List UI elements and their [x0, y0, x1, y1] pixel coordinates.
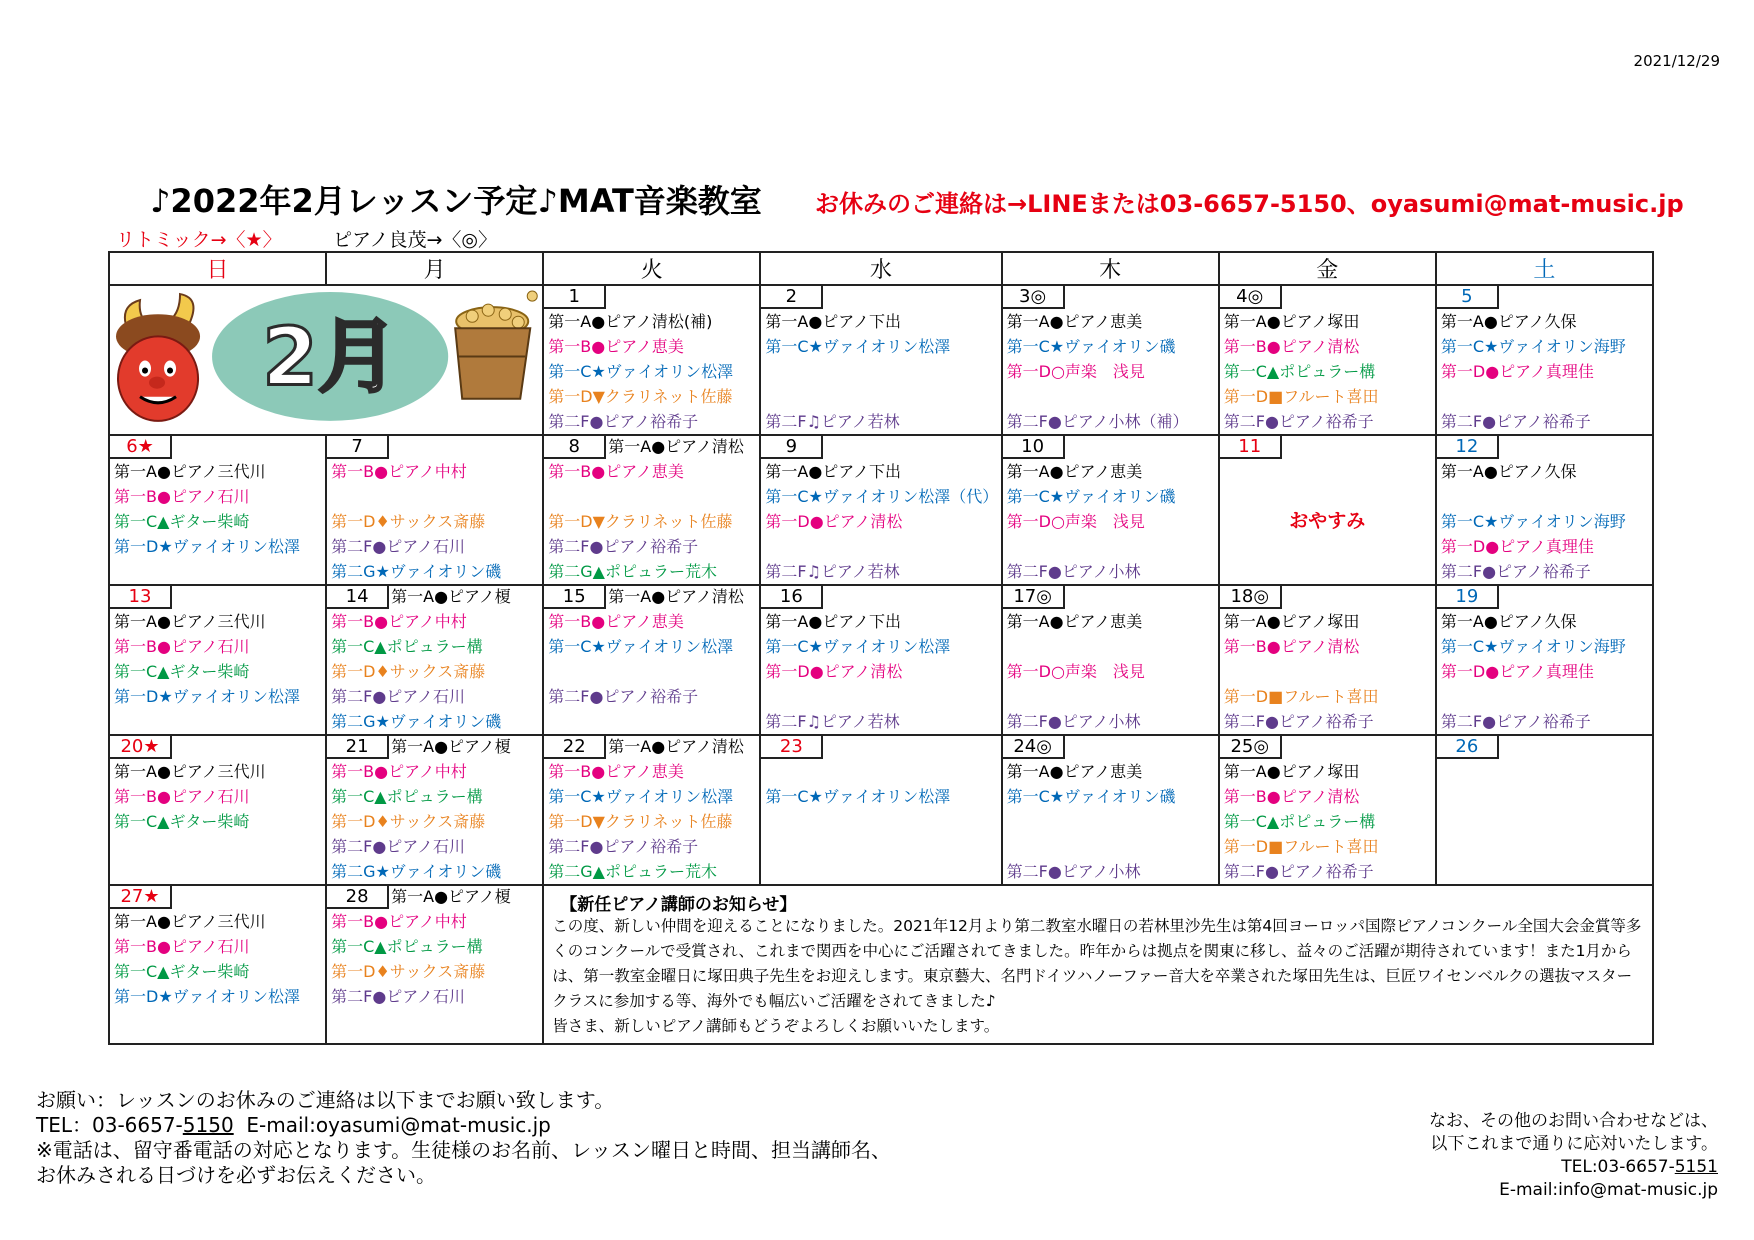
- lesson-item: 第一B●ピアノ石川: [114, 487, 250, 506]
- lesson-item: 第一D▼クラリネット佐藤: [548, 387, 733, 406]
- news-cell: [543, 885, 1653, 1044]
- lesson-item: 第一A●ピアノ清松: [608, 737, 744, 756]
- day-number: 19: [1437, 586, 1499, 609]
- lesson-item: 第一A●ピアノ榎: [391, 887, 511, 906]
- holiday-label: おやすみ: [1289, 510, 1366, 532]
- lesson-item: 第二G★ヴァイオリン磯: [331, 862, 502, 881]
- lesson-item: 第一D▼クラリネット佐藤: [548, 812, 733, 831]
- lesson-item: 第一A●ピアノ恵美: [1006, 462, 1143, 481]
- setsubun-illustration: [110, 286, 542, 434]
- lesson-item: 第一C▲ギター柴崎: [114, 962, 250, 981]
- legend-rhythmic: リトミック→〈★〉: [116, 229, 282, 251]
- lesson-item: 第一A●ピアノ清松: [608, 587, 744, 606]
- footer-right-line2: 以下これまで通りに応対いたします。: [1430, 1134, 1718, 1154]
- day-cell-20: [109, 735, 326, 885]
- lesson-item: 第一A●ピアノ恵美: [1006, 762, 1143, 781]
- lesson-item: 第一D♦サックス斎藤: [331, 512, 486, 531]
- day-number: 25◎: [1220, 736, 1282, 759]
- day-number: 13: [110, 586, 172, 609]
- lesson-item: 第一A●ピアノ三代川: [114, 462, 266, 481]
- day-cell-13: [109, 585, 326, 735]
- footer-contact: [36, 1088, 891, 1188]
- lesson-item: 第一A●ピアノ榎: [391, 587, 511, 606]
- lesson-item: 第二F●ピアノ小林: [1006, 712, 1141, 731]
- lesson-item: 第二G▲ポピュラー荒木: [548, 862, 717, 881]
- weekday-wed: 水: [760, 252, 1001, 285]
- footer-phone-line: [36, 1113, 891, 1138]
- day-number: 15: [544, 586, 606, 609]
- lesson-item: 第一D■フルート喜田: [1223, 687, 1379, 706]
- day-cell-21: [326, 735, 543, 885]
- day-number: 16: [761, 586, 823, 609]
- footer-note-2: お休みされる日づけを必ずお伝えください。: [36, 1163, 436, 1187]
- day-number: 1: [544, 286, 606, 309]
- day-cell-26: [1436, 735, 1653, 885]
- lesson-item: 第二F●ピアノ裕希子: [548, 412, 699, 431]
- lesson-item: 第一A●ピアノ清松: [608, 437, 744, 456]
- lesson-item: 第一D●ピアノ真理佳: [1440, 362, 1594, 381]
- lesson-item: 第二F●ピアノ石川: [331, 687, 466, 706]
- day-cell-6: [109, 435, 326, 585]
- day-cell-8: [543, 435, 760, 585]
- day-number: 12: [1437, 436, 1499, 459]
- lesson-item: 第二F●ピアノ裕希子: [1223, 862, 1374, 881]
- lesson-item: 第二F♫ピアノ若林: [765, 412, 900, 431]
- lesson-item: 第一C★ヴァイオリン松澤: [765, 787, 951, 806]
- day-number: 26: [1437, 736, 1499, 759]
- lesson-item: 第一B●ピアノ清松: [1223, 787, 1360, 806]
- lesson-item: 第二F●ピアノ裕希子: [1440, 562, 1591, 581]
- lesson-item: 第二F●ピアノ石川: [331, 837, 466, 856]
- lesson-item: 第一A●ピアノ三代川: [114, 912, 266, 931]
- day-number: 3◎: [1003, 286, 1065, 309]
- lesson-item: 第二F●ピアノ裕希子: [1223, 412, 1374, 431]
- day-cell-14: [326, 585, 543, 735]
- lesson-item: 第一C★ヴァイオリン松澤（代）: [765, 487, 999, 506]
- day-cell-19: [1436, 585, 1653, 735]
- lesson-item: 第一A●ピアノ塚田: [1223, 312, 1360, 331]
- lesson-item: 第二F●ピアノ裕希子: [548, 537, 699, 556]
- day-number: 22: [544, 736, 606, 759]
- day-cell-9: [760, 435, 1001, 585]
- day-number: 14: [327, 586, 389, 609]
- weekday-mon: 月: [326, 252, 543, 285]
- day-cell-17: [1002, 585, 1219, 735]
- lesson-item: 第一C▲ギター柴崎: [114, 512, 250, 531]
- lesson-item: 第一D○声楽 浅見: [1006, 662, 1145, 681]
- day-number: 21: [327, 736, 389, 759]
- lesson-item: 第一C★ヴァイオリン海野: [1440, 637, 1626, 656]
- lesson-item: 第一A●ピアノ清松(補): [548, 312, 713, 331]
- day-cell-7: [326, 435, 543, 585]
- oni-demon-icon: [116, 294, 200, 421]
- lesson-item: 第一A●ピアノ恵美: [1006, 312, 1143, 331]
- lesson-item: 第一C★ヴァイオリン海野: [1440, 512, 1626, 531]
- lesson-item: 第一B●ピアノ恵美: [548, 337, 684, 356]
- footer-right-email: E-mail:info@mat-music.jp: [1499, 1180, 1718, 1200]
- news-title: 【新任ピアノ講師のお知らせ】: [560, 895, 797, 915]
- lesson-item: 第一A●ピアノ三代川: [114, 612, 266, 631]
- day-number: 9: [761, 436, 823, 459]
- lesson-item: 第一C★ヴァイオリン磯: [1006, 487, 1176, 506]
- day-number: 23: [761, 736, 823, 759]
- day-number: 10: [1003, 436, 1065, 459]
- lesson-item: 第一D★ヴァイオリン松澤: [114, 687, 301, 706]
- lesson-item: 第一B●ピアノ中村: [331, 462, 467, 481]
- day-number: 5: [1437, 286, 1499, 309]
- day-number: 28: [327, 886, 389, 909]
- lesson-item: 第二F●ピアノ石川: [331, 537, 466, 556]
- lesson-item: 第一A●ピアノ下出: [765, 312, 902, 331]
- footer-right-tel-prefix: TEL:03-6657-: [1561, 1157, 1675, 1177]
- day-cell-18: [1219, 585, 1436, 735]
- footer-tel-prefix: TEL：03-6657-: [36, 1113, 183, 1137]
- lesson-item: 第一D★ヴァイオリン松澤: [114, 537, 301, 556]
- lesson-item: 第一C▲ポピュラー構: [1223, 812, 1376, 831]
- lesson-item: 第一A●ピアノ下出: [765, 612, 902, 631]
- lesson-item: 第二F●ピアノ小林: [1006, 862, 1141, 881]
- lesson-item: 第一C★ヴァイオリン松澤: [548, 787, 734, 806]
- day-number: 11: [1220, 436, 1282, 459]
- lesson-item: 第一C▲ギター柴崎: [114, 812, 250, 831]
- footer-email: E-mail:oyasumi@mat-music.jp: [246, 1113, 551, 1137]
- day-cell-15: [543, 585, 760, 735]
- lesson-item: 第一A●ピアノ榎: [391, 737, 511, 756]
- lesson-item: 第二F●ピアノ裕希子: [1223, 712, 1374, 731]
- lesson-item: 第二F●ピアノ小林: [1006, 562, 1141, 581]
- absence-notice: お休みのご連絡は→LINEまたは03-6657-5150、oyasumi@mat-music.jp: [815, 190, 1684, 218]
- lesson-item: 第一C★ヴァイオリン松澤: [765, 637, 951, 656]
- lesson-item: 第一D●ピアノ真理佳: [1440, 662, 1594, 681]
- lesson-item: 第一B●ピアノ恵美: [548, 462, 684, 481]
- lesson-item: 第一D★ヴァイオリン松澤: [114, 987, 301, 1006]
- footer-tel-last: 5150: [182, 1113, 234, 1137]
- lesson-item: 第一D▼クラリネット佐藤: [548, 512, 733, 531]
- lesson-item: 第一C★ヴァイオリン松澤: [548, 637, 734, 656]
- footer-right-tel-last: 5151: [1674, 1157, 1718, 1177]
- lesson-item: 第一D○声楽 浅見: [1006, 362, 1145, 381]
- day-number: 27★: [110, 886, 172, 909]
- lesson-item: 第二G★ヴァイオリン磯: [331, 712, 502, 731]
- day-cell-4: [1219, 285, 1436, 435]
- day-cell-2: [760, 285, 1001, 435]
- day-cell-25: [1219, 735, 1436, 885]
- lesson-item: 第一B●ピアノ石川: [114, 937, 250, 956]
- lesson-item: 第一C▲ポピュラー構: [331, 937, 483, 956]
- legend-piano: ピアノ良茂→〈◎〉: [333, 229, 497, 251]
- footer-right-phone: [1429, 1156, 1718, 1179]
- lesson-item: 第二F●ピアノ石川: [331, 987, 466, 1006]
- weekday-sat: 土: [1436, 252, 1653, 285]
- weekday-fri: 金: [1219, 252, 1436, 285]
- lesson-item: 第一D●ピアノ清松: [765, 512, 903, 531]
- day-cell-23: [760, 735, 1001, 885]
- day-number: 20★: [110, 736, 172, 759]
- lesson-item: 第二G▲ポピュラー荒木: [548, 562, 717, 581]
- news-closing: 皆さま、新しいピアノ講師もどうぞよろしくお願いいたします。: [552, 1017, 1000, 1035]
- day-cell-10: [1002, 435, 1219, 585]
- weekday-sun: 日: [109, 252, 326, 285]
- news-body: この度、新しい仲間を迎えることになりました。2021年12月より第二教室水曜日の若林里沙先生は第4回ヨーロッパ国際ピアノコンクール全国大会金賞等多くのコンクールで受賞され、これまで関西を中心にご活躍されてきました。昨年からは拠点を関東に移し、益々のご活躍が期待されています！また1月からは、第一教室金曜日に塚田典子先生をお迎えします。東京藝大、名門ドイツハノーファー音大を卒業された塚田先生は、巨匠ワイセンベルクの選抜マスタークラスに参加する等、海外でも幅広いご活躍をされてきました♪: [552, 917, 1642, 1010]
- lesson-item: 第二F●ピアノ裕希子: [548, 837, 699, 856]
- day-cell-5: [1436, 285, 1653, 435]
- lesson-item: 第一B●ピアノ中村: [331, 612, 467, 631]
- lesson-item: 第二F●ピアノ小林（補）: [1006, 412, 1189, 431]
- month-illustration-cell: [109, 285, 543, 435]
- lesson-item: 第二F♫ピアノ若林: [765, 562, 900, 581]
- lesson-item: 第一B●ピアノ石川: [114, 637, 250, 656]
- lesson-item: 第一B●ピアノ清松: [1223, 337, 1360, 356]
- lesson-item: 第二F●ピアノ裕希子: [548, 687, 699, 706]
- footer-request: お願い：レッスンのお休みのご連絡は以下までお願い致します。: [36, 1088, 615, 1112]
- lesson-item: 第一B●ピアノ中村: [331, 762, 467, 781]
- lesson-item: 第一D■フルート喜田: [1223, 387, 1379, 406]
- lesson-item: 第一D♦サックス斎藤: [331, 812, 486, 831]
- lesson-item: 第一B●ピアノ恵美: [548, 612, 684, 631]
- lesson-item: 第一C★ヴァイオリン磯: [1006, 787, 1176, 806]
- day-cell-3: [1002, 285, 1219, 435]
- day-number: 7: [327, 436, 389, 459]
- lesson-item: 第一C▲ポピュラー構: [331, 637, 483, 656]
- footer-right-line1: なお、その他のお問い合わせなどは、: [1429, 1111, 1718, 1131]
- month-label: 2月: [262, 309, 398, 404]
- page-title: ♪2022年2月レッスン予定♪MAT音楽教室: [150, 182, 762, 220]
- lesson-item: 第一A●ピアノ久保: [1440, 312, 1577, 331]
- weekday-tue: 火: [543, 252, 760, 285]
- lesson-item: 第一A●ピアノ下出: [765, 462, 902, 481]
- bean-box-icon: [455, 291, 537, 399]
- day-cell-22: [543, 735, 760, 885]
- day-number: 2: [761, 286, 823, 309]
- lesson-item: 第一A●ピアノ三代川: [114, 762, 266, 781]
- footer-note: ※電話は、留守番電話の対応となります。生徒様のお名前、レッスン曜日と時間、担当講師名、: [36, 1138, 891, 1162]
- lesson-item: 第一A●ピアノ久保: [1440, 462, 1577, 481]
- day-cell-16: [760, 585, 1001, 735]
- lesson-item: 第一D♦サックス斎藤: [331, 962, 486, 981]
- lesson-item: 第一D■フルート喜田: [1223, 837, 1379, 856]
- lesson-item: 第二G★ヴァイオリン磯: [331, 562, 502, 581]
- day-cell-11: [1219, 435, 1436, 585]
- day-number: 6★: [110, 436, 172, 459]
- lesson-item: 第一D♦サックス斎藤: [331, 662, 486, 681]
- day-number: 24◎: [1003, 736, 1065, 759]
- lesson-item: 第一C★ヴァイオリン松澤: [548, 362, 734, 381]
- lesson-item: 第一C▲ギター柴崎: [114, 662, 250, 681]
- lesson-item: 第一A●ピアノ塚田: [1223, 612, 1360, 631]
- lesson-item: 第一B●ピアノ中村: [331, 912, 467, 931]
- day-cell-28: [326, 885, 543, 1044]
- lesson-item: 第一B●ピアノ清松: [1223, 637, 1360, 656]
- day-cell-12: [1436, 435, 1653, 585]
- lesson-item: 第一D●ピアノ清松: [765, 662, 903, 681]
- lesson-item: 第二F●ピアノ裕希子: [1440, 712, 1591, 731]
- print-date: 2021/12/29: [1633, 52, 1720, 70]
- lesson-item: 第一B●ピアノ恵美: [548, 762, 684, 781]
- day-cell-1: [543, 285, 760, 435]
- day-cell-24: [1002, 735, 1219, 885]
- lesson-item: 第一C★ヴァイオリン松澤: [765, 337, 951, 356]
- lesson-item: 第一A●ピアノ恵美: [1006, 612, 1143, 631]
- lesson-item: 第一C★ヴァイオリン磯: [1006, 337, 1176, 356]
- day-number: 18◎: [1220, 586, 1282, 609]
- day-number: 8: [544, 436, 606, 459]
- calendar: [108, 251, 1654, 1045]
- lesson-item: 第一A●ピアノ久保: [1440, 612, 1577, 631]
- lesson-item: 第一A●ピアノ塚田: [1223, 762, 1360, 781]
- lesson-item: 第一B●ピアノ石川: [114, 787, 250, 806]
- lesson-item: 第二F♫ピアノ若林: [765, 712, 900, 731]
- day-number: 4◎: [1220, 286, 1282, 309]
- footer-other-inquiries: [1429, 1110, 1718, 1202]
- lesson-item: 第一C★ヴァイオリン海野: [1440, 337, 1626, 356]
- lesson-item: 第二F●ピアノ裕希子: [1440, 412, 1591, 431]
- lesson-item: 第一C▲ポピュラー構: [1223, 362, 1376, 381]
- lesson-item: 第一D●ピアノ真理佳: [1440, 537, 1594, 556]
- lesson-item: 第一D○声楽 浅見: [1006, 512, 1145, 531]
- lesson-item: 第一C▲ポピュラー構: [331, 787, 483, 806]
- day-cell-27: [109, 885, 326, 1044]
- day-number: 17◎: [1003, 586, 1065, 609]
- weekday-thu: 木: [1002, 252, 1219, 285]
